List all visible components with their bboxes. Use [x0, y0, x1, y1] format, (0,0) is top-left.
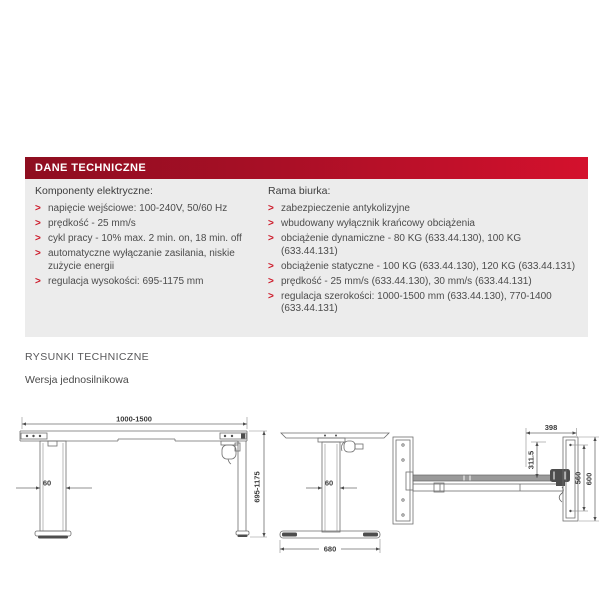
list-item — [268, 203, 580, 216]
bullet-arrow-icon: > — [268, 218, 274, 229]
bullet-arrow-icon: > — [35, 218, 41, 229]
spec-text: cykl pracy - 10% max. 2 min. on, 18 min. off — [48, 233, 242, 244]
bullet-arrow-icon: > — [268, 275, 274, 287]
dimension-label-leg-width: 60 — [42, 478, 52, 488]
spec-text: obciążenie dynamiczne - 80 KG (633.44.130), 100 KG (633.44.131) — [281, 233, 522, 257]
specs-panel — [25, 179, 588, 337]
spec-text: prędkość - 25 mm/s — [48, 218, 136, 229]
list-item — [35, 233, 263, 246]
list-item — [268, 233, 580, 258]
spec-text: napięcie wejściowe: 100-240V, 50/60 Hz — [48, 203, 228, 214]
single-motor-version-subtitle: Wersja jednosilnikowa — [25, 374, 129, 386]
list-item — [35, 218, 263, 231]
dimension-label-bracket-depth: 398 — [544, 423, 558, 432]
list-item — [268, 276, 580, 289]
spec-text: automatyczne wyłączanie zasilania, niskie zużycie energii — [48, 248, 235, 272]
bullet-arrow-icon: > — [268, 260, 274, 272]
dimension-label-bracket-length: 600 — [584, 472, 594, 486]
frame-column-title: Rama biurka: — [268, 185, 331, 197]
electrical-spec-list — [35, 203, 263, 288]
spec-text: obciążenie statyczne - 100 KG (633.44.130), 120 KG (633.44.131) — [281, 260, 576, 272]
technical-drawings-title: RYSUNKI TECHNICZNE — [25, 351, 150, 363]
bullet-arrow-icon: > — [268, 290, 274, 302]
front-view-drawing — [8, 412, 280, 560]
bullet-arrow-icon: > — [268, 203, 274, 214]
top-view-drawing — [390, 418, 602, 548]
bullet-arrow-icon: > — [35, 275, 41, 287]
tech-data-banner — [25, 157, 588, 179]
spec-text: prędkość - 25 mm/s (633.44.130), 30 mm/s (633.44.131) — [281, 275, 532, 287]
list-item — [35, 276, 263, 289]
list-item — [268, 218, 580, 231]
tech-data-title: DANE TECHNICZNE — [35, 162, 147, 174]
bullet-arrow-icon: > — [268, 233, 274, 244]
dimension-label-column-width: 60 — [324, 478, 334, 488]
frame-spec-list — [268, 203, 580, 316]
bullet-arrow-icon: > — [35, 233, 41, 244]
dimension-label-height: 695-1175 — [252, 471, 262, 503]
bullet-arrow-icon: > — [35, 248, 41, 259]
dimension-label-hole-spacing: 560 — [573, 471, 583, 485]
dimension-label-foot-depth: 680 — [323, 544, 337, 554]
spec-text: regulacja wysokości: 695-1175 mm — [48, 275, 204, 287]
electrical-components-column — [35, 185, 263, 291]
list-item — [268, 261, 580, 274]
bullet-arrow-icon: > — [35, 203, 41, 214]
spec-text: wbudowany wyłącznik krańcowy obciążenia — [281, 218, 475, 229]
dimension-label-offset: 311.5 — [526, 450, 536, 470]
list-item — [35, 248, 263, 273]
dimension-label-width: 1000-1500 — [116, 414, 152, 424]
side-view-drawing — [272, 425, 397, 560]
desk-frame-column — [268, 185, 580, 318]
electrical-column-title: Komponenty elektryczne: — [35, 185, 153, 197]
list-item — [35, 203, 263, 216]
spec-text: regulacja szerokości: 1000-1500 mm (633.44.130), 770-1400 (633.44.131) — [281, 290, 552, 314]
list-item — [268, 291, 580, 316]
spec-text: zabezpieczenie antykolizyjne — [281, 203, 410, 214]
